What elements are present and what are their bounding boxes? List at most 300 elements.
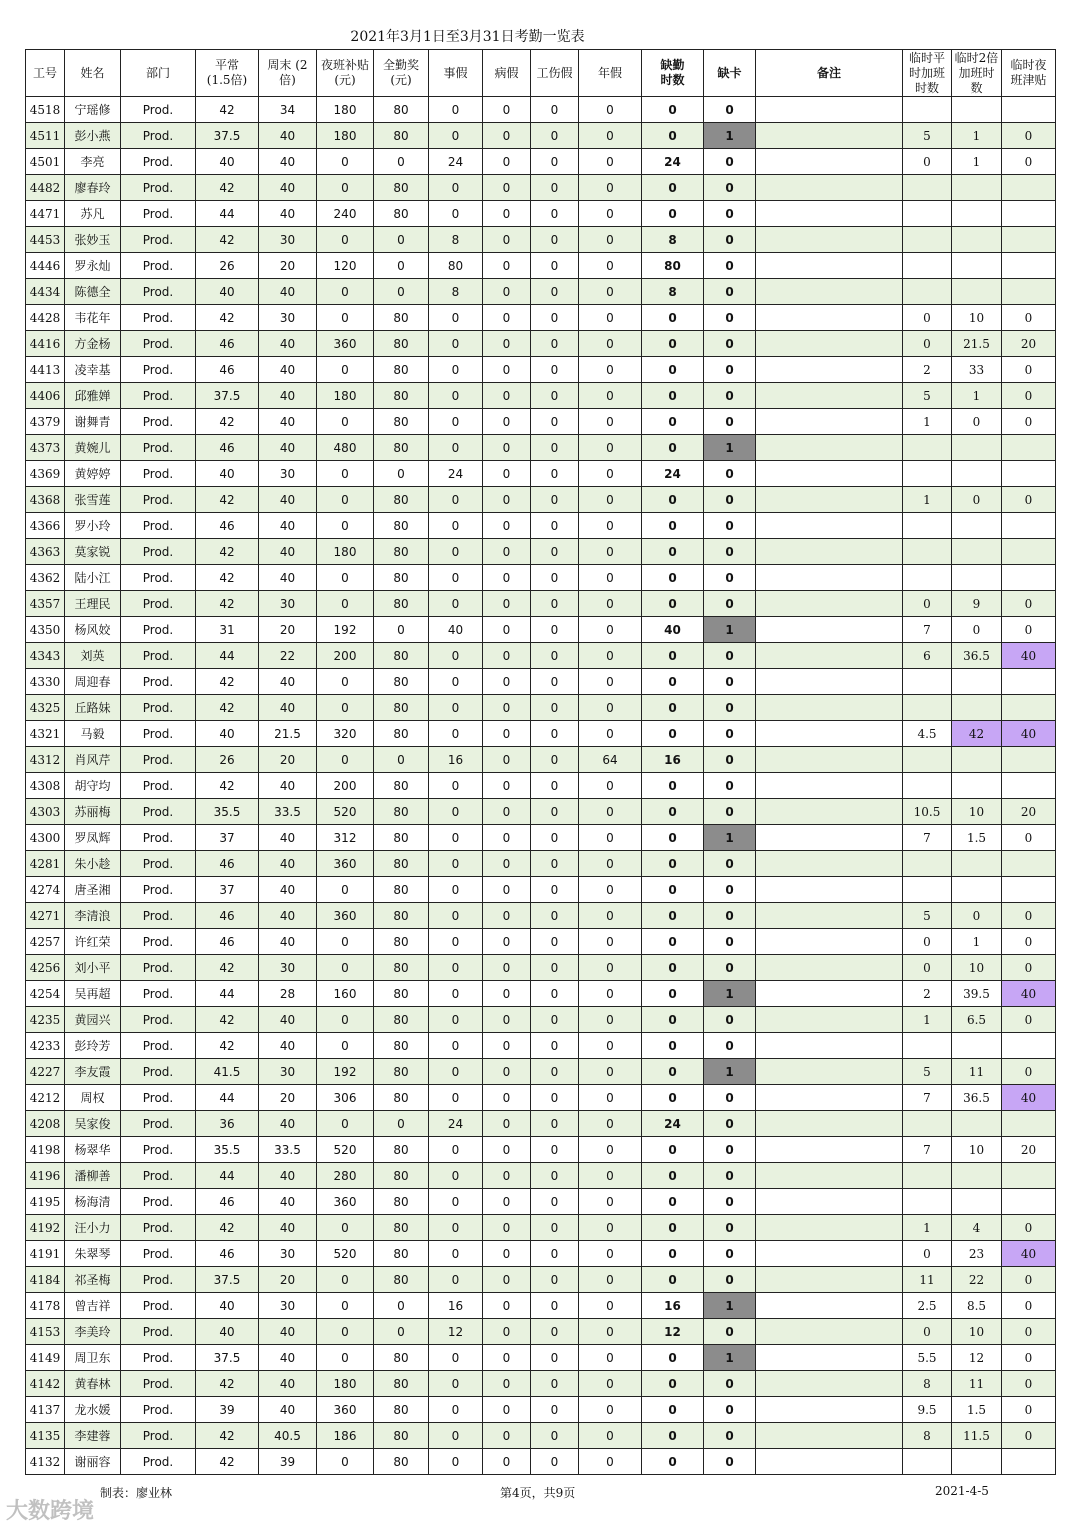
table-cell: 0 (483, 435, 531, 461)
table-cell: 0 (317, 1111, 374, 1137)
table-cell: 0 (531, 773, 579, 799)
table-cell: 46 (196, 1241, 259, 1267)
table-cell: 0 (483, 643, 531, 669)
table-cell: 4149 (26, 1345, 65, 1371)
table-cell (756, 981, 903, 1007)
table-cell: 40 (1002, 1241, 1056, 1267)
table-cell: 0 (642, 357, 704, 383)
table-cell: 0 (531, 1189, 579, 1215)
table-cell: 谢丽容 (65, 1449, 121, 1475)
table-cell: 160 (317, 981, 374, 1007)
table-cell (1002, 201, 1056, 227)
table-cell: 4321 (26, 721, 65, 747)
table-cell: 80 (374, 435, 429, 461)
column-header: 事假 (429, 50, 483, 97)
table-cell (756, 201, 903, 227)
table-cell: 杨风姣 (65, 617, 121, 643)
table-cell: 0 (903, 305, 952, 331)
table-cell: 肖风芹 (65, 747, 121, 773)
table-cell: 8 (429, 279, 483, 305)
table-cell: 廖春玲 (65, 175, 121, 201)
table-cell: 0 (531, 435, 579, 461)
table-cell: Prod. (121, 929, 196, 955)
table-cell: 10.5 (903, 799, 952, 825)
table-cell: 0 (642, 1423, 704, 1449)
table-cell: 0 (429, 1007, 483, 1033)
table-cell: 周权 (65, 1085, 121, 1111)
table-cell: 0 (642, 721, 704, 747)
table-cell (1002, 539, 1056, 565)
table-cell: 2 (903, 357, 952, 383)
table-cell: 4274 (26, 877, 65, 903)
table-cell: 0 (531, 357, 579, 383)
table-cell: 280 (317, 1163, 374, 1189)
table-cell: 1 (952, 149, 1002, 175)
table-cell: 0 (579, 1215, 642, 1241)
table-cell: 0 (642, 513, 704, 539)
table-cell: 0 (429, 773, 483, 799)
table-cell: 0 (903, 1241, 952, 1267)
table-cell: 46 (196, 851, 259, 877)
table-cell: 0 (483, 617, 531, 643)
table-cell: 0 (429, 721, 483, 747)
table-cell: 张妙玉 (65, 227, 121, 253)
table-cell: 0 (317, 955, 374, 981)
table-cell: 186 (317, 1423, 374, 1449)
table-cell: 4303 (26, 799, 65, 825)
table-cell: 0 (1002, 1007, 1056, 1033)
table-cell (903, 669, 952, 695)
table-cell: Prod. (121, 383, 196, 409)
table-cell: 4281 (26, 851, 65, 877)
column-header: 姓名 (65, 50, 121, 97)
table-cell: 0 (642, 201, 704, 227)
table-cell: 0 (579, 617, 642, 643)
table-cell: 40 (259, 1033, 317, 1059)
table-cell: 24 (429, 1111, 483, 1137)
table-cell: 0 (704, 903, 756, 929)
table-cell: 0 (531, 175, 579, 201)
table-cell: 40 (1002, 643, 1056, 669)
table-cell: 0 (429, 409, 483, 435)
table-cell: 0 (704, 1449, 756, 1475)
table-cell: 4257 (26, 929, 65, 955)
table-cell: 4416 (26, 331, 65, 357)
table-cell: 0 (531, 1163, 579, 1189)
table-cell: 33.5 (259, 1137, 317, 1163)
table-cell: 0 (579, 1111, 642, 1137)
table-cell: 0 (704, 539, 756, 565)
table-cell: 0 (429, 981, 483, 1007)
table-cell: 0 (704, 1007, 756, 1033)
table-cell: 陈德全 (65, 279, 121, 305)
table-cell: 0 (483, 773, 531, 799)
table-cell: 0 (317, 1449, 374, 1475)
table-cell: Prod. (121, 513, 196, 539)
table-cell: 0 (642, 123, 704, 149)
table-cell: 4271 (26, 903, 65, 929)
table-cell: 0 (429, 1267, 483, 1293)
table-cell: 0 (642, 409, 704, 435)
sheet-title: 2021年3月1日至3月31日考勤一览表 (350, 29, 585, 45)
column-header: 部门 (121, 50, 196, 97)
table-cell: 0 (642, 1059, 704, 1085)
table-cell: 0 (429, 669, 483, 695)
table-cell: 39.5 (952, 981, 1002, 1007)
table-cell (756, 461, 903, 487)
table-cell: 7 (903, 825, 952, 851)
table-cell: 0 (317, 409, 374, 435)
watermark: 大数跨境 (6, 1499, 95, 1524)
table-cell: 0 (642, 1267, 704, 1293)
table-cell: Prod. (121, 1319, 196, 1345)
table-cell: 0 (483, 1293, 531, 1319)
table-cell: 26 (196, 747, 259, 773)
table-cell: 360 (317, 903, 374, 929)
table-cell: 0 (903, 331, 952, 357)
table-cell: 40 (259, 669, 317, 695)
table-cell: Prod. (121, 357, 196, 383)
table-cell: 丘路妹 (65, 695, 121, 721)
table-cell: Prod. (121, 565, 196, 591)
table-cell: 0 (952, 409, 1002, 435)
table-cell: Prod. (121, 1345, 196, 1371)
table-cell: 0 (579, 383, 642, 409)
table-cell (756, 1085, 903, 1111)
table-cell: Prod. (121, 1085, 196, 1111)
table-cell (756, 331, 903, 357)
table-cell: Prod. (121, 825, 196, 851)
column-header: 夜班补贴 (元) (317, 50, 374, 97)
table-cell: 0 (1002, 903, 1056, 929)
table-cell: 21.5 (259, 721, 317, 747)
table-cell: 0 (704, 851, 756, 877)
table-cell: 苏凡 (65, 201, 121, 227)
table-row (26, 1033, 1056, 1059)
table-cell: 0 (531, 1397, 579, 1423)
table-cell: 200 (317, 643, 374, 669)
table-cell: 46 (196, 513, 259, 539)
table-cell: 0 (531, 331, 579, 357)
table-cell: 44 (196, 1085, 259, 1111)
table-cell: 0 (704, 591, 756, 617)
table-cell: 0 (374, 617, 429, 643)
table-cell: 0 (579, 565, 642, 591)
table-cell: Prod. (121, 851, 196, 877)
table-cell: 0 (483, 513, 531, 539)
table-cell: 44 (196, 1163, 259, 1189)
table-cell: 0 (952, 487, 1002, 513)
table-cell: 0 (642, 981, 704, 1007)
table-cell: 40 (259, 1371, 317, 1397)
table-cell: 1 (704, 981, 756, 1007)
table-cell: 40 (259, 565, 317, 591)
table-cell: 0 (429, 1215, 483, 1241)
table-row (26, 97, 1056, 123)
table-cell: 0 (531, 799, 579, 825)
table-cell: 0 (483, 1111, 531, 1137)
table-cell: Prod. (121, 1033, 196, 1059)
table-cell: 4368 (26, 487, 65, 513)
table-cell: 0 (642, 383, 704, 409)
table-cell (903, 773, 952, 799)
table-cell: 0 (531, 1215, 579, 1241)
table-cell: 0 (531, 1267, 579, 1293)
column-header: 年假 (579, 50, 642, 97)
table-cell: 80 (429, 253, 483, 279)
table-cell: 0 (1002, 1059, 1056, 1085)
table-cell (756, 357, 903, 383)
table-body (26, 97, 1056, 1475)
table-cell: 42 (196, 227, 259, 253)
table-row (26, 1215, 1056, 1241)
table-cell: 0 (579, 461, 642, 487)
table-cell: 0 (531, 461, 579, 487)
table-cell (952, 877, 1002, 903)
table-cell: 40 (259, 513, 317, 539)
table-cell: Prod. (121, 773, 196, 799)
table-row (26, 1293, 1056, 1319)
table-cell: 42 (196, 97, 259, 123)
table-cell: 80 (374, 1085, 429, 1111)
table-cell: 0 (704, 253, 756, 279)
table-cell: 凌幸基 (65, 357, 121, 383)
table-cell: 46 (196, 903, 259, 929)
header-row (26, 50, 1056, 97)
table-cell: 罗小玲 (65, 513, 121, 539)
table-cell: 360 (317, 331, 374, 357)
table-cell (952, 97, 1002, 123)
table-cell: 0 (531, 1111, 579, 1137)
table-cell: 0 (429, 825, 483, 851)
table-cell: 80 (374, 825, 429, 851)
table-cell: 许红荣 (65, 929, 121, 955)
table-cell: 1 (903, 487, 952, 513)
table-cell: 0 (429, 435, 483, 461)
table-cell: 0 (531, 409, 579, 435)
table-cell: 0 (1002, 1345, 1056, 1371)
table-cell: 80 (374, 669, 429, 695)
table-cell: 0 (642, 877, 704, 903)
table-cell: 42 (196, 487, 259, 513)
table-cell: 7 (903, 1085, 952, 1111)
table-cell: 0 (704, 1215, 756, 1241)
table-cell: 0 (642, 955, 704, 981)
table-cell: 4413 (26, 357, 65, 383)
table-cell: Prod. (121, 461, 196, 487)
table-cell (756, 1423, 903, 1449)
table-cell: 1 (952, 123, 1002, 149)
table-cell: 80 (374, 799, 429, 825)
table-cell: 12 (429, 1319, 483, 1345)
table-cell: 1 (704, 435, 756, 461)
table-cell: 5 (903, 1059, 952, 1085)
table-cell: 张雪莲 (65, 487, 121, 513)
table-cell: 20 (1002, 331, 1056, 357)
table-cell: 80 (374, 1033, 429, 1059)
table-cell: 40 (259, 409, 317, 435)
table-cell (952, 1111, 1002, 1137)
table-cell (756, 253, 903, 279)
table-cell: 80 (642, 253, 704, 279)
table-cell: 42 (196, 1007, 259, 1033)
table-cell: 0 (704, 695, 756, 721)
table-cell: 0 (317, 591, 374, 617)
table-cell: 0 (374, 461, 429, 487)
table-cell: 0 (483, 747, 531, 773)
table-cell: 306 (317, 1085, 374, 1111)
table-cell (756, 721, 903, 747)
table-cell: 0 (483, 565, 531, 591)
table-row (26, 1371, 1056, 1397)
table-row (26, 1241, 1056, 1267)
table-cell: 0 (483, 461, 531, 487)
table-cell (756, 1241, 903, 1267)
table-cell: 0 (429, 175, 483, 201)
table-cell (903, 747, 952, 773)
table-cell (756, 877, 903, 903)
table-cell: 11 (952, 1059, 1002, 1085)
table-cell: 28 (259, 981, 317, 1007)
table-cell: 80 (374, 1137, 429, 1163)
table-cell: 31 (196, 617, 259, 643)
table-cell: 42 (196, 955, 259, 981)
table-cell: 0 (429, 591, 483, 617)
table-cell: 21.5 (952, 331, 1002, 357)
table-cell: 0 (429, 1137, 483, 1163)
table-cell: 0 (483, 955, 531, 981)
table-cell: 16 (642, 747, 704, 773)
table-cell: 0 (642, 565, 704, 591)
table-cell: 1.5 (952, 1397, 1002, 1423)
table-cell: 80 (374, 695, 429, 721)
table-cell: 0 (579, 123, 642, 149)
table-cell: 0 (579, 253, 642, 279)
table-cell: 0 (483, 825, 531, 851)
table-cell: 祁圣梅 (65, 1267, 121, 1293)
table-cell: 40 (259, 877, 317, 903)
table-cell: 0 (429, 539, 483, 565)
table-cell: 0 (642, 1345, 704, 1371)
table-cell: Prod. (121, 695, 196, 721)
table-cell: 0 (483, 695, 531, 721)
table-cell: 0 (429, 565, 483, 591)
table-cell: 0 (483, 227, 531, 253)
table-cell: 20 (259, 253, 317, 279)
table-cell: 0 (642, 851, 704, 877)
table-cell: 8 (642, 227, 704, 253)
table-cell: 240 (317, 201, 374, 227)
table-cell (903, 1033, 952, 1059)
table-cell: 0 (429, 643, 483, 669)
table-cell: 0 (642, 1085, 704, 1111)
table-row (26, 409, 1056, 435)
table-cell: 4482 (26, 175, 65, 201)
table-cell: Prod. (121, 1449, 196, 1475)
table-cell: 0 (1002, 1397, 1056, 1423)
table-cell: 4511 (26, 123, 65, 149)
table-cell: 0 (483, 799, 531, 825)
table-cell (903, 1163, 952, 1189)
table-cell: 42 (196, 695, 259, 721)
table-cell: 0 (579, 695, 642, 721)
table-cell: 0 (429, 1241, 483, 1267)
table-cell: 0 (903, 955, 952, 981)
table-cell: 4178 (26, 1293, 65, 1319)
table-cell: 80 (374, 175, 429, 201)
table-row (26, 747, 1056, 773)
table-cell: 0 (531, 1293, 579, 1319)
table-cell: 0 (579, 1059, 642, 1085)
table-cell: 0 (704, 1371, 756, 1397)
table-row (26, 617, 1056, 643)
table-cell: 黄春林 (65, 1371, 121, 1397)
table-cell: 李亮 (65, 149, 121, 175)
table-cell (756, 175, 903, 201)
table-cell: Prod. (121, 1241, 196, 1267)
table-cell: 42 (196, 1423, 259, 1449)
table-cell (756, 1111, 903, 1137)
table-cell: 30 (259, 1293, 317, 1319)
table-cell: 0 (642, 1241, 704, 1267)
table-cell: 0 (429, 97, 483, 123)
table-cell: 40 (259, 331, 317, 357)
table-cell: Prod. (121, 1007, 196, 1033)
table-cell: 200 (317, 773, 374, 799)
table-cell: 4235 (26, 1007, 65, 1033)
table-cell: 7 (903, 1137, 952, 1163)
table-cell: 520 (317, 799, 374, 825)
table-cell: 0 (317, 565, 374, 591)
table-cell: 40.5 (259, 1423, 317, 1449)
table-cell: 0 (579, 1085, 642, 1111)
table-cell: 0 (429, 1423, 483, 1449)
table-cell (1002, 1163, 1056, 1189)
table-cell: 马毅 (65, 721, 121, 747)
table-cell: 40 (259, 1397, 317, 1423)
table-cell: 0 (1002, 383, 1056, 409)
table-cell: 80 (374, 877, 429, 903)
table-cell: 42 (952, 721, 1002, 747)
table-cell: 陆小江 (65, 565, 121, 591)
table-cell: 80 (374, 513, 429, 539)
table-cell: 4363 (26, 539, 65, 565)
table-cell: 0 (642, 591, 704, 617)
table-row (26, 1423, 1056, 1449)
table-cell: 10 (952, 799, 1002, 825)
table-cell: 24 (642, 461, 704, 487)
table-cell: 24 (429, 149, 483, 175)
table-cell: 0 (483, 357, 531, 383)
table-cell: 24 (429, 461, 483, 487)
table-cell: 0 (317, 227, 374, 253)
table-cell: 0 (1002, 1267, 1056, 1293)
table-row (26, 123, 1056, 149)
table-cell: 谢舞青 (65, 409, 121, 435)
table-cell (756, 149, 903, 175)
table-cell: 0 (704, 227, 756, 253)
table-cell: Prod. (121, 149, 196, 175)
table-cell: 0 (483, 1319, 531, 1345)
table-cell: 42 (196, 1033, 259, 1059)
table-cell (756, 1215, 903, 1241)
table-cell: 40 (196, 1293, 259, 1319)
table-cell: 0 (483, 383, 531, 409)
table-cell: 0 (429, 1163, 483, 1189)
table-cell (903, 435, 952, 461)
table-cell: 35.5 (196, 799, 259, 825)
table-cell: 1 (704, 1345, 756, 1371)
